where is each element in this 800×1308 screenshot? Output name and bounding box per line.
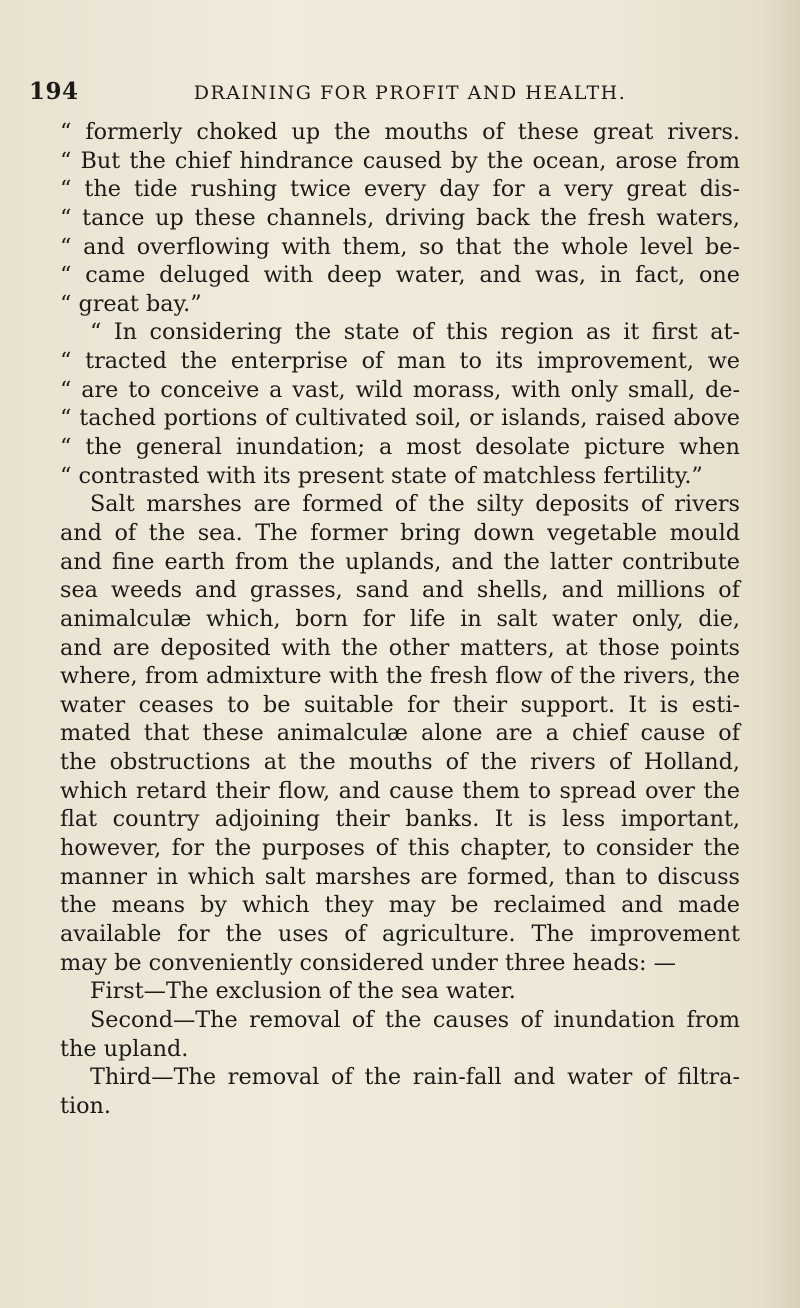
text-line: mated that these animalculæ alone are a chief cause of (60, 720, 740, 747)
text-line: which retard their flow, and cause them to spread over the (60, 777, 740, 804)
page-header (0, 78, 800, 108)
text-line: where, from admixture with the fresh flow of the rivers, the (60, 663, 740, 690)
text-line: and are deposited with the other matters, at those points (60, 634, 740, 661)
text-line: Third—The removal of the rain-fall and water of filtra- (90, 1064, 740, 1091)
text-line: “ the tide rushing twice every day for a very great dis- (60, 176, 740, 203)
text-line: the obstructions at the mouths of the rivers of Holland, (60, 749, 740, 776)
text-line: “ But the chief hindrance caused by the ocean, arose from (60, 147, 740, 174)
text-line: “ formerly choked up the mouths of these great rivers. (60, 119, 740, 145)
text-line: “ the general inundation; a most desolate picture when (60, 434, 740, 461)
text-line: “ tance up these channels, driving back the fresh waters, (60, 204, 740, 231)
text-line: “ contrasted with its present state of matchless fertility.” (60, 462, 703, 489)
text-line: tion. (60, 1092, 111, 1119)
running-title: DRAINING FOR PROFIT AND HEALTH. (193, 82, 627, 104)
text-line: animalculæ which, born for life in salt water only, die, (60, 605, 740, 632)
text-line: and fine earth from the uplands, and the latter contribute (60, 548, 740, 575)
text-line: however, for the purposes of this chapter, to consider the (60, 835, 740, 862)
page-number: 194 (29, 78, 79, 105)
text-line: the upland. (60, 1035, 189, 1062)
text-line: “ and overflowing with them, so that the whole level be- (60, 233, 740, 260)
text-line: water ceases to be suitable for their support. It is esti- (60, 691, 740, 718)
text-line: “ came deluged with deep water, and was, in fact, one (60, 262, 740, 289)
text-line: First—The exclusion of the sea water. (90, 978, 516, 1005)
text-line: manner in which salt marshes are formed, than to discuss (60, 863, 740, 890)
text-line: “ In considering the state of this region as it first at- (90, 319, 740, 346)
body-text (60, 118, 740, 1120)
text-line: “ tracted the enterprise of man to its improvement, we (60, 348, 740, 375)
text-line: and of the sea. The former bring down vegetable mould (60, 519, 740, 546)
text-line: Second—The removal of the causes of inundation from (90, 1006, 740, 1033)
text-line: the means by which they may be reclaimed and made (60, 892, 740, 919)
text-line: “ tached portions of cultivated soil, or islands, raised above (60, 405, 740, 432)
text-line: “ are to conceive a vast, wild morass, with only small, de- (60, 376, 740, 403)
page-edge-shadow (760, 0, 800, 1308)
text-line: “ great bay.” (60, 290, 202, 317)
text-line: Salt marshes are formed of the silty deposits of rivers (90, 491, 740, 518)
text-line: available for the uses of agriculture. The improvement (60, 920, 740, 947)
text-line: sea weeds and grasses, sand and shells, and millions of (60, 577, 740, 604)
text-line: flat country adjoining their banks. It is less important, (60, 806, 740, 833)
text-line: may be conveniently considered under three heads: — (60, 949, 676, 976)
